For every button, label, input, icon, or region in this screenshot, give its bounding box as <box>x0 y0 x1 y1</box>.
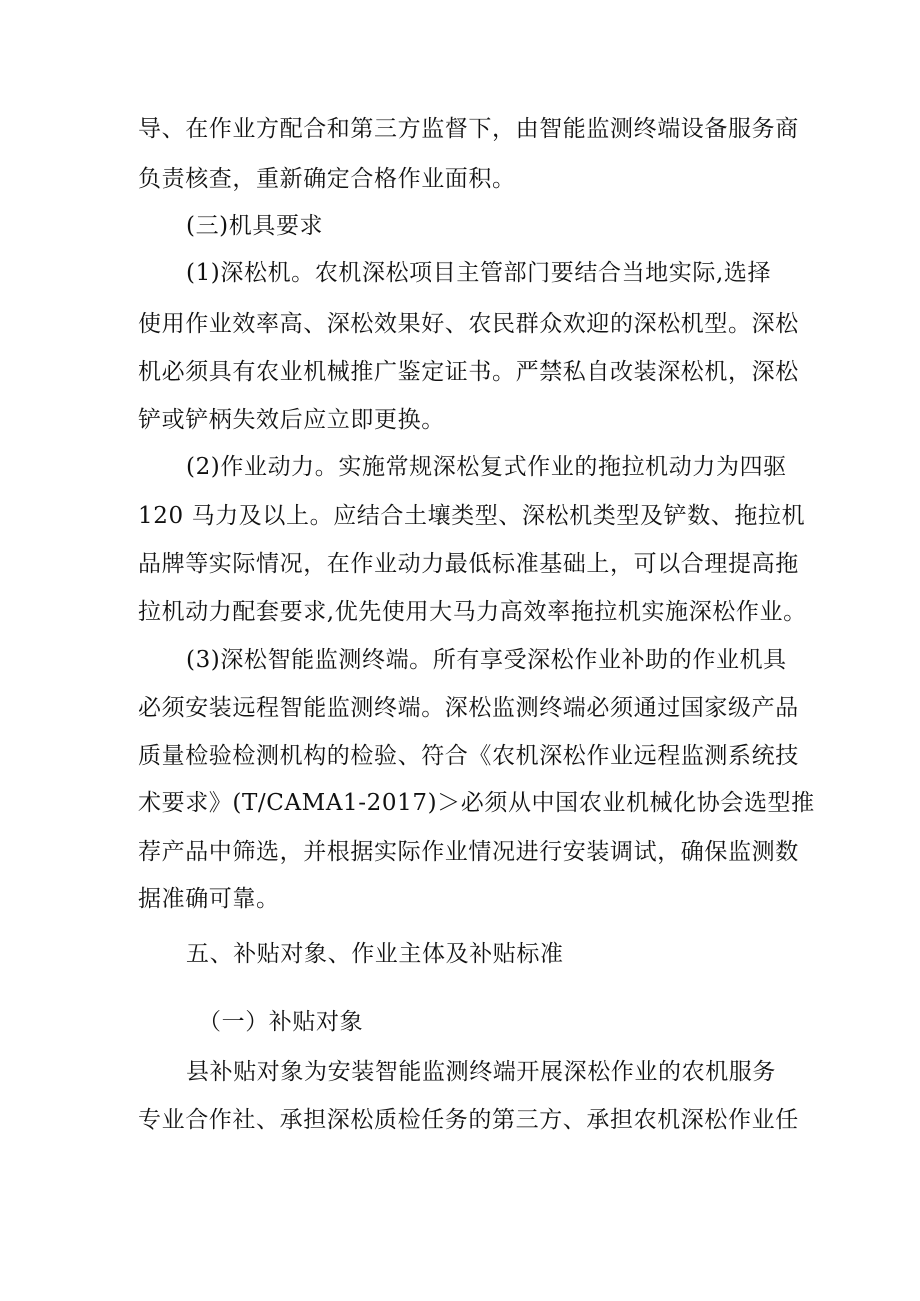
paragraph-line: 拉机动力配套要求,优先使用大马力高效率拖拉机实施深松作业。 <box>138 599 807 625</box>
paragraph-line: (3)深松智能监测终端。所有享受深松作业补助的作业机具 <box>186 647 787 673</box>
paragraph-line: 术要求》(T/CAMA1-2017)＞必须从中国农业机械化协会选型推 <box>138 790 815 816</box>
paragraph-line: 据准确可靠。 <box>138 886 280 912</box>
paragraph-line: 质量检验检测机构的检验、符合《农机深松作业远程监测系统技 <box>138 743 799 769</box>
paragraph-line: 专业合作社、承担深松质检任务的第三方、承担农机深松作业任 <box>138 1107 799 1133</box>
paragraph-line: 负责核查，重新确定合格作业面积。 <box>138 166 516 192</box>
paragraph-line: 导、在作业方配合和第三方监督下，由智能监测终端设备服务商 <box>138 116 799 142</box>
paragraph-line: 必须安装远程智能监测终端。深松监测终端必须通过国家级产品 <box>138 695 799 721</box>
section-heading: 五、补贴对象、作业主体及补贴标准 <box>186 941 564 967</box>
paragraph-line: 荐产品中筛选，并根据实际作业情况进行安装调试，确保监测数 <box>138 839 799 865</box>
subsection-heading: （一）补贴对象 <box>198 1009 364 1035</box>
paragraph-line: (1)深松机。农机深松项目主管部门要结合当地实际,选择 <box>186 260 772 286</box>
paragraph-line: 机必须具有农业机械推广鉴定证书。严禁私自改装深松机，深松 <box>138 359 799 385</box>
paragraph-line: 县补贴对象为安装智能监测终端开展深松作业的农机服务 <box>186 1059 776 1085</box>
paragraph-line: 120 马力及以上。应结合土壤类型、深松机类型及铲数、拖拉机 <box>138 503 806 529</box>
paragraph-line: 使用作业效率高、深松效果好、农民群众欢迎的深松机型。深松 <box>138 311 799 337</box>
paragraph-line: 铲或铲柄失效后应立即更换。 <box>138 407 445 433</box>
paragraph-line: (2)作业动力。实施常规深松复式作业的拖拉机动力为四驱 <box>186 454 787 480</box>
section-heading: (三)机具要求 <box>186 213 324 239</box>
paragraph-line: 品牌等实际情况，在作业动力最低标准基础上，可以合理提高拖 <box>138 551 799 577</box>
